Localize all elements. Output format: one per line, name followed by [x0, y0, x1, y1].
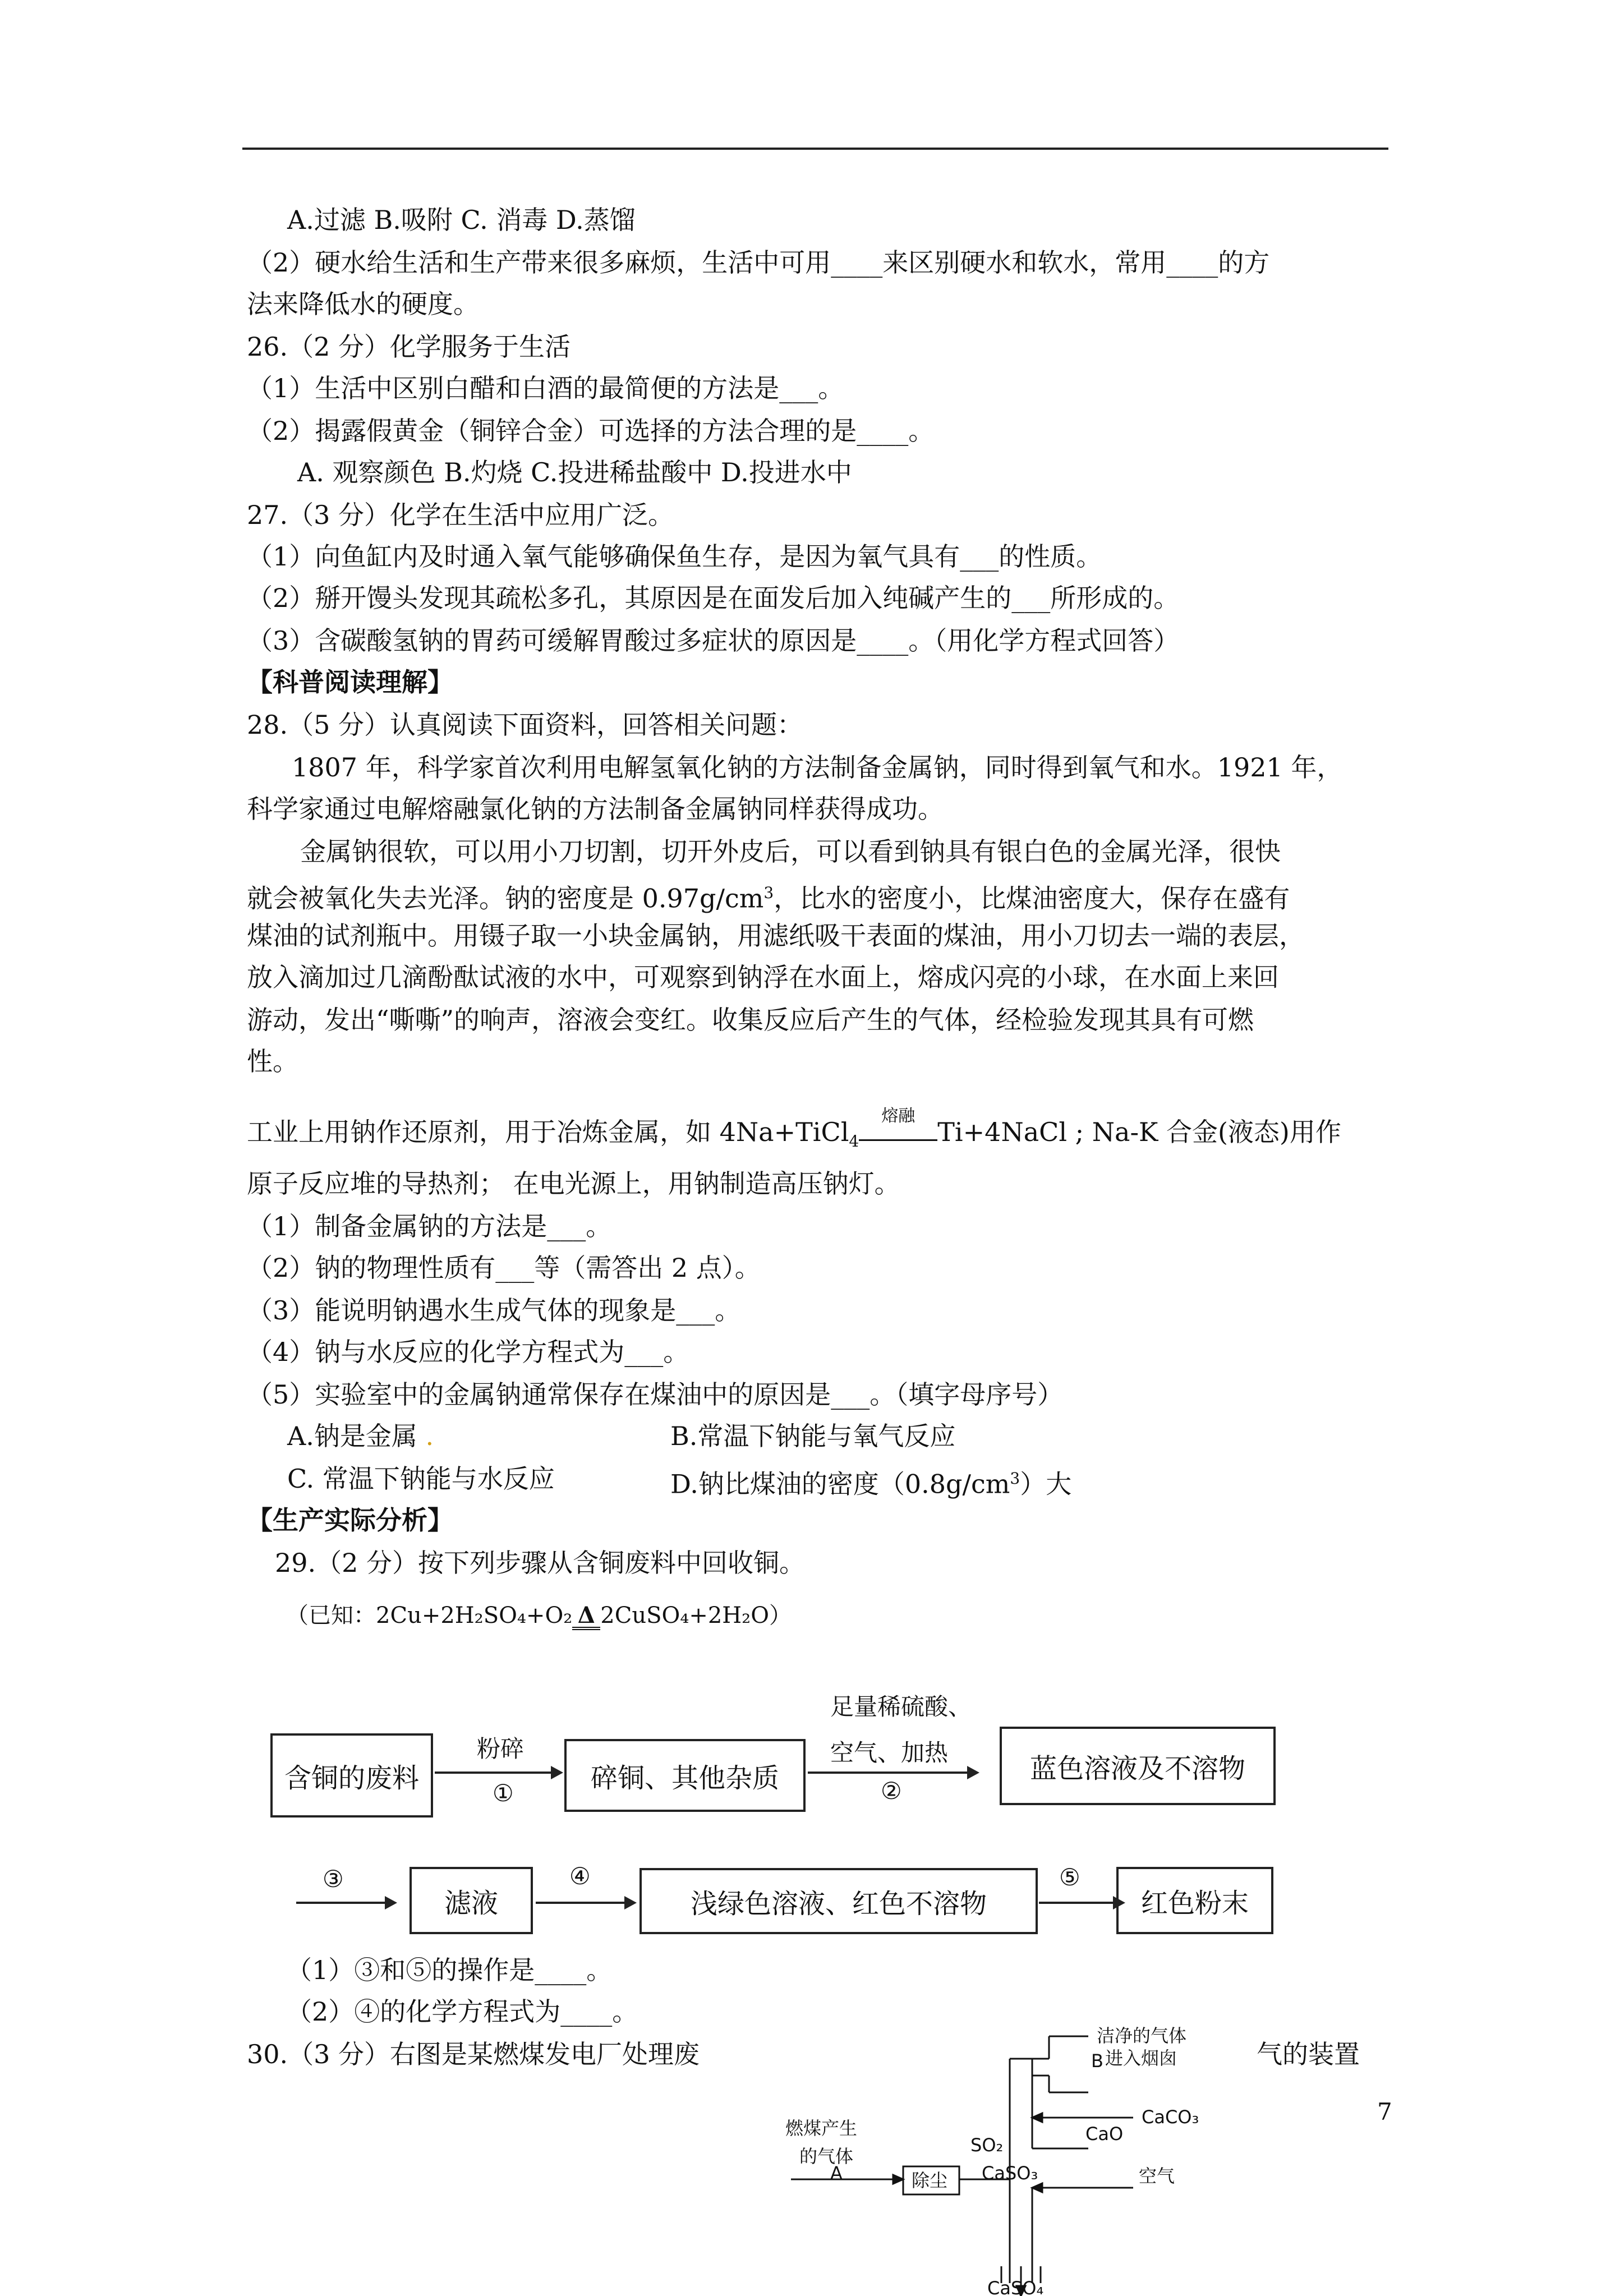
section-science-reading: 【科普阅读理解】 [247, 667, 453, 697]
flow-arrow2-label1: 足量稀硫酸、 [830, 1693, 972, 1720]
q27-heading: 27.（3 分）化学在生活中应用广泛。 [247, 500, 674, 530]
flow-arrow2-label2: 空气、加热 [830, 1739, 949, 1766]
diagram-caso4: CaSO₄ [987, 2277, 1044, 2296]
flow-arrow5-step: ⑤ [1059, 1864, 1080, 1891]
q28-para2-line3: 煤油的试剂瓶中。用镊子取一小块金属钠，用滤纸吸干表面的煤油，用小刀切去一端的表层， [247, 921, 1305, 951]
q28-para1-line2: 科学家通过电解熔融氯化钠的方法制备金属钠同样获得成功。 [247, 794, 944, 824]
q27-part3: （3）含碳酸氢钠的胃药可缓解胃酸过多症状的原因是____。（用化学方程式回答） [247, 625, 1180, 656]
q28-para2-line6: 性。 [247, 1046, 298, 1076]
option-a-dot: . [425, 1421, 434, 1451]
diagram-clean-gas-2: 进入烟囱 [1105, 2047, 1177, 2069]
q29-part1: （1）③和⑤的操作是____。 [286, 1955, 613, 1985]
flow-arrow3-step: ③ [323, 1865, 344, 1893]
flow-arrow1-label: 粉碎 [477, 1735, 525, 1763]
q30-heading: 30.（3 分）右图是某燃煤发电厂处理废 [247, 2039, 700, 2069]
flow-box-green-solution: 浅绿色溶液、红色不溶物 [640, 1868, 1038, 1934]
q28-part5: （5）实验室中的金属钠通常保存在煤油中的原因是___。（填字母序号） [247, 1379, 1064, 1410]
q25-options: A.过滤 B.吸附 C. 消毒 D.蒸馏 [287, 205, 636, 235]
flow-box-blue-solution: 蓝色溶液及不溶物 [1000, 1727, 1276, 1805]
q29-part2: （2）④的化学方程式为____。 [286, 1996, 638, 2027]
q26-part2: （2）揭露假黄金（铜锌合金）可选择的方法合理的是____。 [247, 416, 935, 446]
flow-arrow4-step: ④ [569, 1862, 591, 1890]
diagram-dust-removal: 除尘 [912, 2170, 948, 2191]
diagram-cao: CaO [1085, 2123, 1124, 2145]
q28-part1: （1）制备金属钠的方法是___。 [247, 1211, 612, 1241]
q28-part4: （4）钠与水反应的化学方程式为___。 [247, 1337, 689, 1367]
diagram-so2: SO₂ [970, 2134, 1004, 2156]
q28-para1-line1: 1807 年，科学家首次利用电解氢氧化钠的方法制备金属钠，同时得到氧气和水。1921 年， [292, 752, 1343, 783]
q30-heading-cont: 气的装置 [1257, 2039, 1360, 2069]
flow-box-crushed-copper: 碎铜、其他杂质 [564, 1739, 806, 1812]
q28-part3: （3）能说明钠遇水生成气体的现象是___。 [247, 1295, 741, 1326]
page-number: 7 [1377, 2098, 1392, 2125]
q28-para2-line5: 游动，发出“嘶嘶”的响声，溶液会变红。收集反应后产生的气体，经检验发现其具有可燃 [247, 1005, 1254, 1035]
flow-arrow1-step: ① [493, 1779, 514, 1807]
header-rule [242, 148, 1388, 150]
flow-arrow-1 [435, 1772, 561, 1774]
diagram-caso3: CaSO₃ [982, 2162, 1038, 2184]
q26-options: A. 观察颜色 B.灼烧 C.投进稀盐酸中 D.投进水中 [297, 457, 852, 487]
q28-heading: 28.（5 分）认真阅读下面资料，回答相关问题： [247, 710, 803, 740]
q28-option-d: D.钠比煤油的密度$(0.8g/cm^3)$大 [670, 1469, 1072, 1499]
q26-heading: 26.（2 分）化学服务于生活 [247, 332, 571, 362]
q27-part2: （2）掰开馒头发现其疏松多孔，其原因是在面发后加入纯碱产生的___所形成的。 [247, 583, 1180, 613]
q28-para2-line2: 就会被氧化失去光泽。钠的密度是 $0.97g/cm^3$，比水的密度小，比煤油密度大，保存在盛有 [247, 883, 1290, 914]
diagram-coal-gas-2: 的气体 [799, 2146, 854, 2167]
flow-arrow-5 [1039, 1902, 1123, 1904]
q28-para3-line2: 原子反应堆的导热剂； 在电光源上，用钠制造高压钠灯。 [247, 1168, 900, 1199]
q25-part2: （2）硬水给生活和生产带来很多麻烦，生活中可用____来区别硬水和软水，常用____的方 [247, 247, 1270, 278]
q28-para3-line1: 工业上用钠作还原剂，用于冶炼金属，如 4Na+TiCl$_4$ 熔融 Ti+4NaCl ; Na-K 合金(液态)用作 [247, 1106, 1341, 1151]
diagram-air: 空气 [1139, 2165, 1175, 2187]
diagram-clean-gas-1: 洁净的气体 [1097, 2025, 1187, 2046]
q28-para2-line4: 放入滴加过几滴酚酞试液的水中，可观察到钠浮在水面上，熔成闪亮的小球，在水面上来回 [247, 962, 1279, 992]
q25-part2-cont: 法来降低水的硬度。 [247, 289, 479, 319]
diagram-coal-gas-1: 燃煤产生 [785, 2118, 858, 2139]
q28-option-c: C. 常温下钠能与水反应 [287, 1464, 555, 1494]
flow-box-red-powder: 红色粉末 [1116, 1867, 1273, 1934]
section-production: 【生产实际分析】 [247, 1505, 453, 1535]
flow-arrow-3 [296, 1902, 395, 1904]
q29-known-equation: （已知：2Cu+2H₂SO₄+O₂ Δ 2CuSO₄+2H₂O） [286, 1599, 792, 1632]
flow-arrow2-step: ② [881, 1777, 902, 1805]
diagram-caco3: CaCO₃ [1142, 2106, 1199, 2128]
flow-box-copper-waste: 含铜的废料 [270, 1733, 433, 1818]
q27-part1: （1）向鱼缸内及时通入氧气能够确保鱼生存，是因为氧气具有___的性质。 [247, 541, 1102, 572]
flow-box-filtrate: 滤液 [410, 1867, 533, 1934]
flow-arrow-2 [808, 1772, 977, 1774]
q28-option-b: B.常温下钠能与氧气反应 [670, 1421, 956, 1451]
q29-heading: 29.（2 分）按下列步骤从含铜废料中回收铜。 [275, 1548, 806, 1578]
q26-part1: （1）生活中区别白醋和白酒的最简便的方法是___。 [247, 373, 844, 403]
flow-arrow-4 [536, 1902, 634, 1904]
diagram-label-b: B [1091, 2050, 1103, 2072]
q28-para2-line1: 金属钠很软，可以用小刀切割，切开外皮后，可以看到钠具有银白色的金属光泽，很快 [300, 836, 1281, 867]
q28-option-a: A.钠是金属 . [287, 1421, 434, 1451]
flue-gas-diagram [774, 2019, 1279, 2296]
diagram-label-a: A [830, 2162, 843, 2184]
q28-part2: （2）钠的物理性质有___等（需答出 2 点）。 [247, 1253, 761, 1283]
